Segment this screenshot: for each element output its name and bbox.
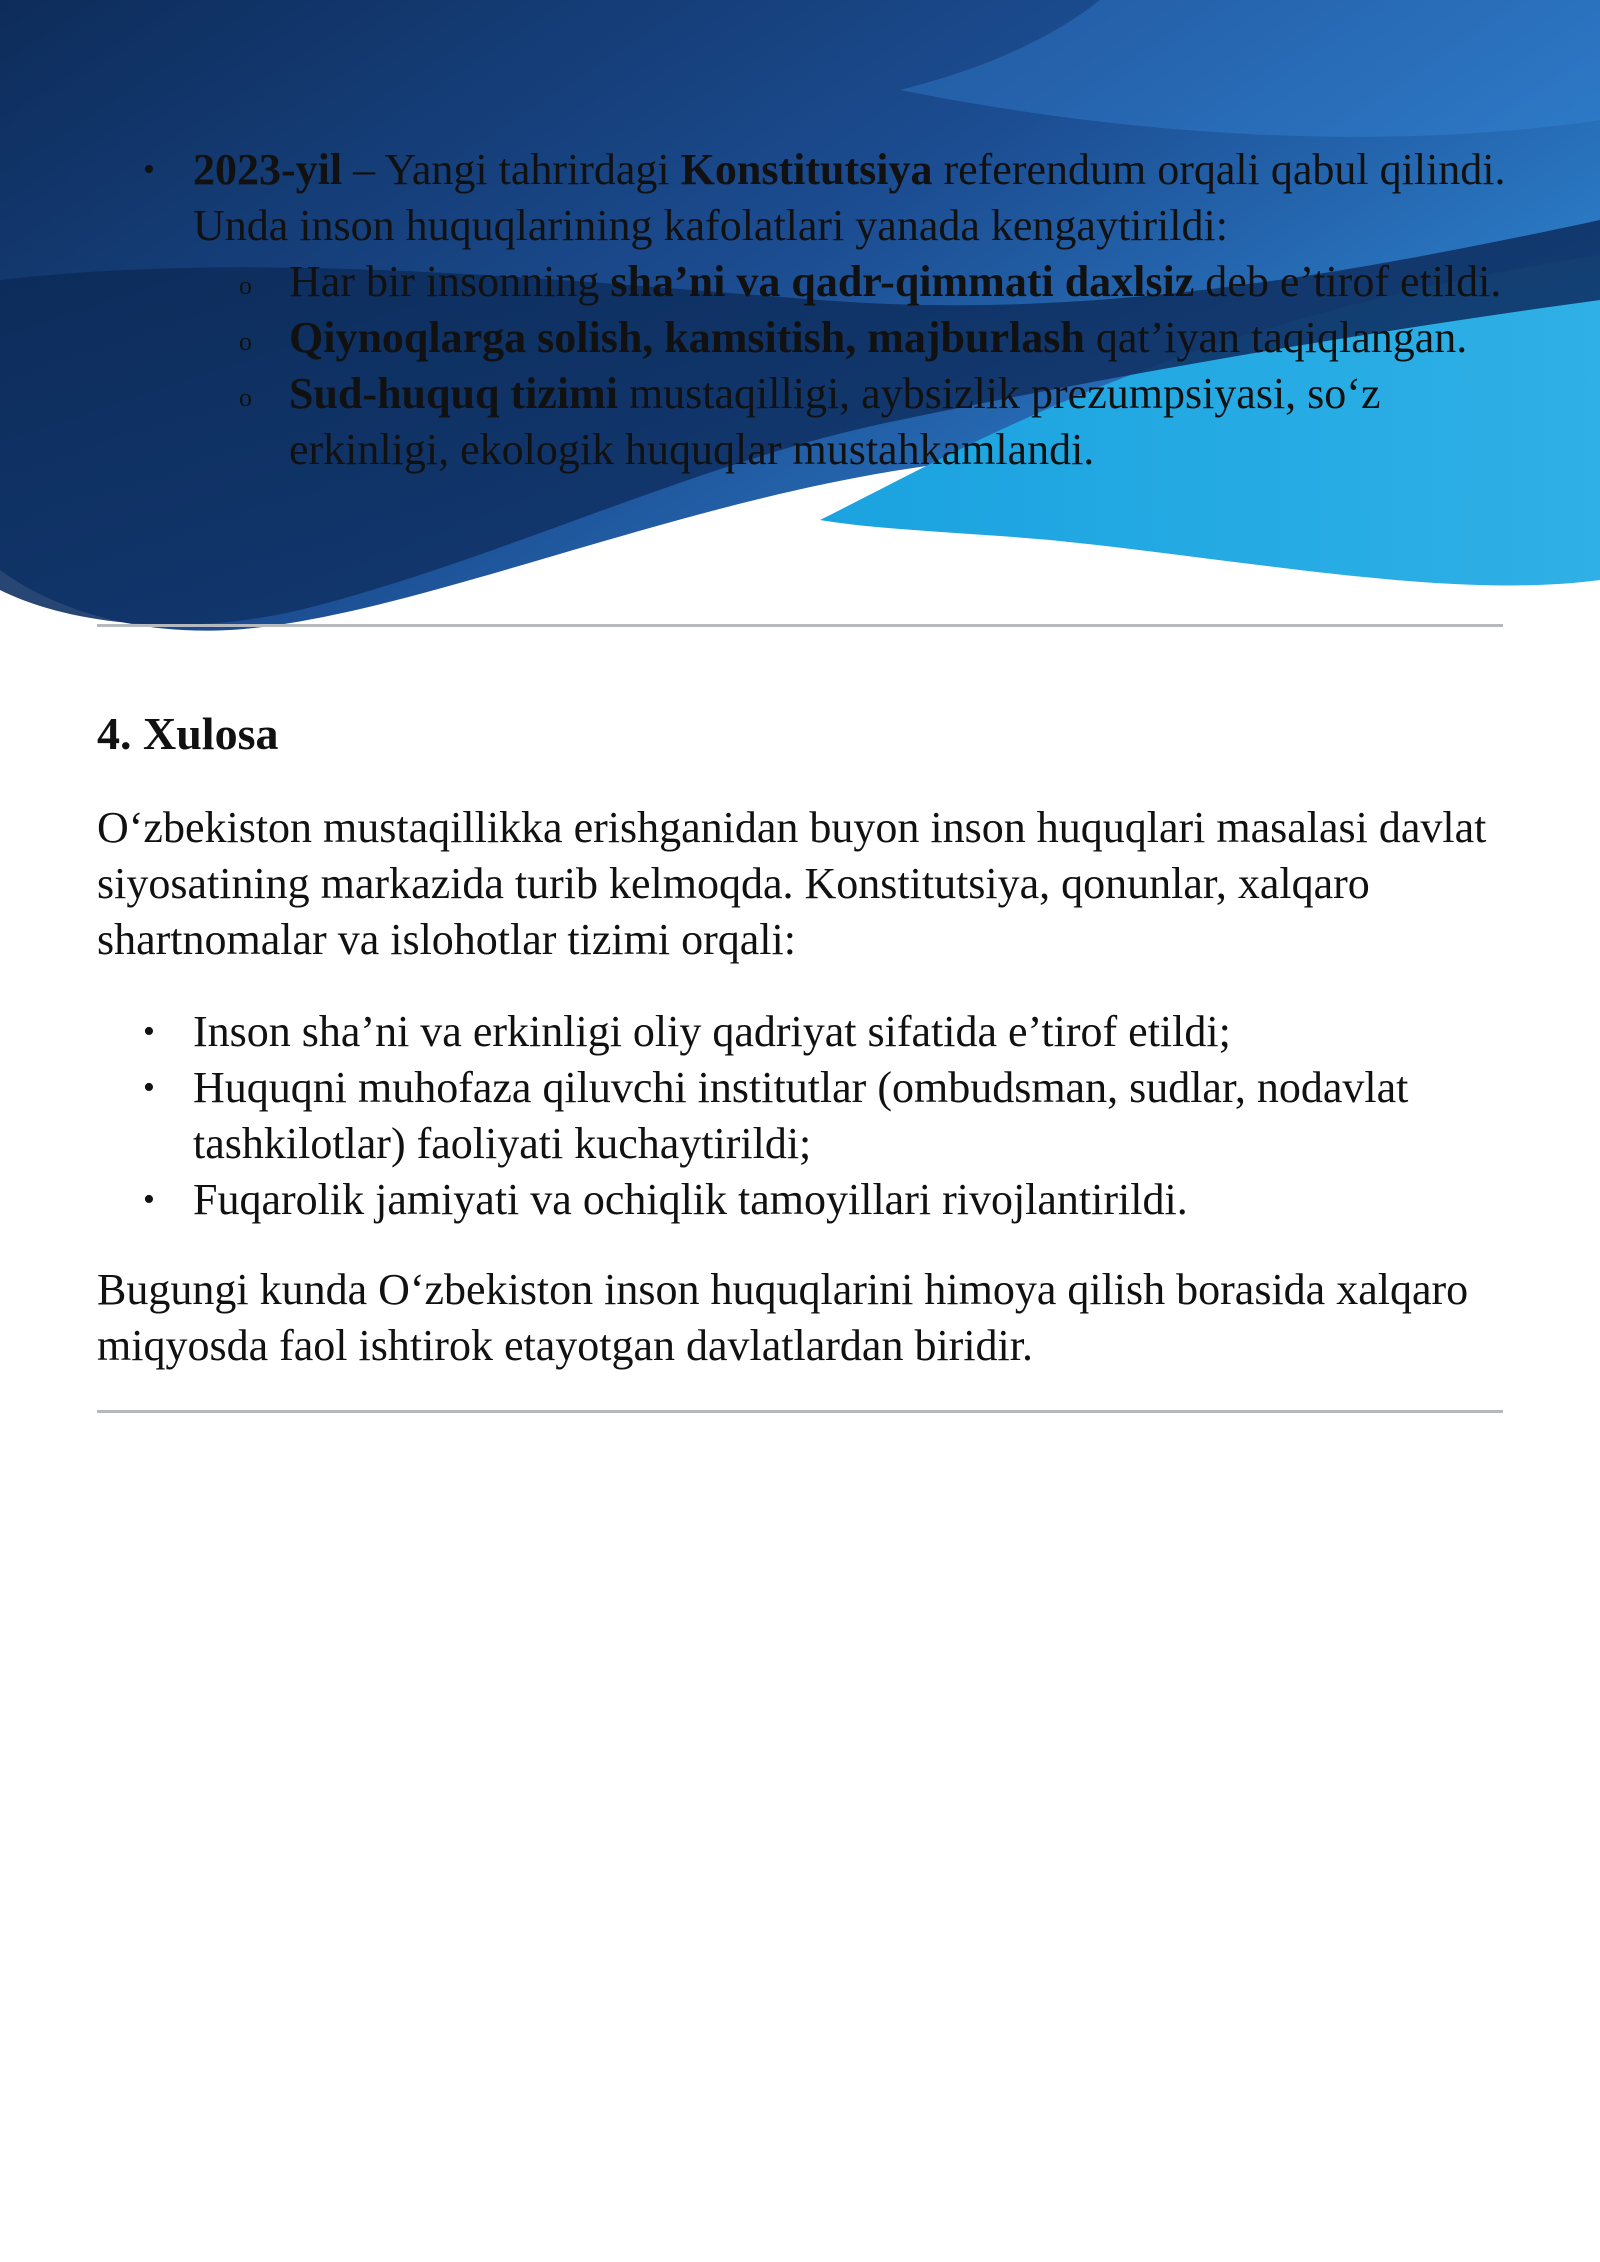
- list-item: [97, 142, 1517, 478]
- sub-list-item: [193, 310, 1517, 366]
- section-heading: 4. Xulosa: [97, 708, 279, 759]
- list-item-text: Inson sha’ni va erkinligi oliy qadriyat sifatida e’tirof etildi;: [193, 1007, 1231, 1056]
- conclusion-bullets: [97, 1004, 1517, 1228]
- bullet-marker: •: [143, 1069, 155, 1106]
- sub-bullet-marker: o: [239, 327, 252, 356]
- bullet-marker: •: [143, 1013, 155, 1050]
- sub-item-text: deb e’tirof etildi.: [1194, 257, 1502, 306]
- list-item-text: Huquqni muhofaza qiluvchi institutlar (ombudsman, sudlar, nodavlat tashkilotlar) faoliyati kuchaytirildi;: [193, 1063, 1409, 1168]
- bullet-list: [97, 1004, 1517, 1228]
- sub-item-text: mustaqilligi, aybsizlik prezumpsiyasi, so‘z erkinligi, ekologik huquqlar mustahkamlandi.: [289, 369, 1381, 474]
- list-item: [97, 1172, 1517, 1228]
- sub-item-bold-text: Sud-huquq tizimi: [289, 369, 618, 418]
- list-item: [97, 1004, 1517, 1060]
- item-text: – Yangi tahrirdagi: [342, 145, 681, 194]
- list-item-text: Fuqarolik jamiyati va ochiqlik tamoyillari rivojlantirildi.: [193, 1175, 1188, 1224]
- sub-item-text: qat’iyan taqiqlangan.: [1084, 313, 1468, 362]
- year-label: 2023-yil: [193, 145, 343, 194]
- item-text: referendum orqali qabul qilindi. Unda inson huquqlarining kafolatlari yanada kengaytirildi:: [193, 145, 1506, 250]
- sub-item-bold-text: sha’ni va qadr-qimmati daxlsiz: [610, 257, 1195, 306]
- intro-paragraph: O‘zbekiston mustaqillikka erishganidan buyon inson huquqlari masalasi davlat siyosatining markazida turib kelmoqda. Konstitutsiya, qonunlar, xalqaro shartnomalar va islohotlar tizimi orqali:: [97, 803, 1487, 964]
- conclusion-paragraph: Bugungi kunda O‘zbekiston inson huquqlarini himoya qilish borasida xalqaro miqyosda faol ishtirok etayotgan davlatlardan biridir.: [97, 1265, 1469, 1370]
- timeline-list: [97, 142, 1517, 478]
- sub-bullet-marker: o: [239, 271, 252, 300]
- bullet-marker: •: [143, 1181, 155, 1218]
- list-item: [97, 1060, 1517, 1172]
- sub-item-bold-text: Qiynoqlarga solish, kamsitish, majburlash: [289, 313, 1085, 362]
- constitution-2023-section: [97, 142, 1517, 478]
- sub-item-text: Har bir insonning: [289, 257, 611, 306]
- bullet-marker: •: [143, 151, 155, 188]
- section-divider: [97, 624, 1503, 627]
- item-bold-text: Konstitutsiya: [680, 145, 933, 194]
- sub-list-item: [193, 254, 1517, 310]
- sub-list: [193, 254, 1517, 478]
- sub-bullet-marker: o: [239, 383, 252, 412]
- section-divider: [97, 1410, 1503, 1413]
- sub-list-item: [193, 366, 1517, 478]
